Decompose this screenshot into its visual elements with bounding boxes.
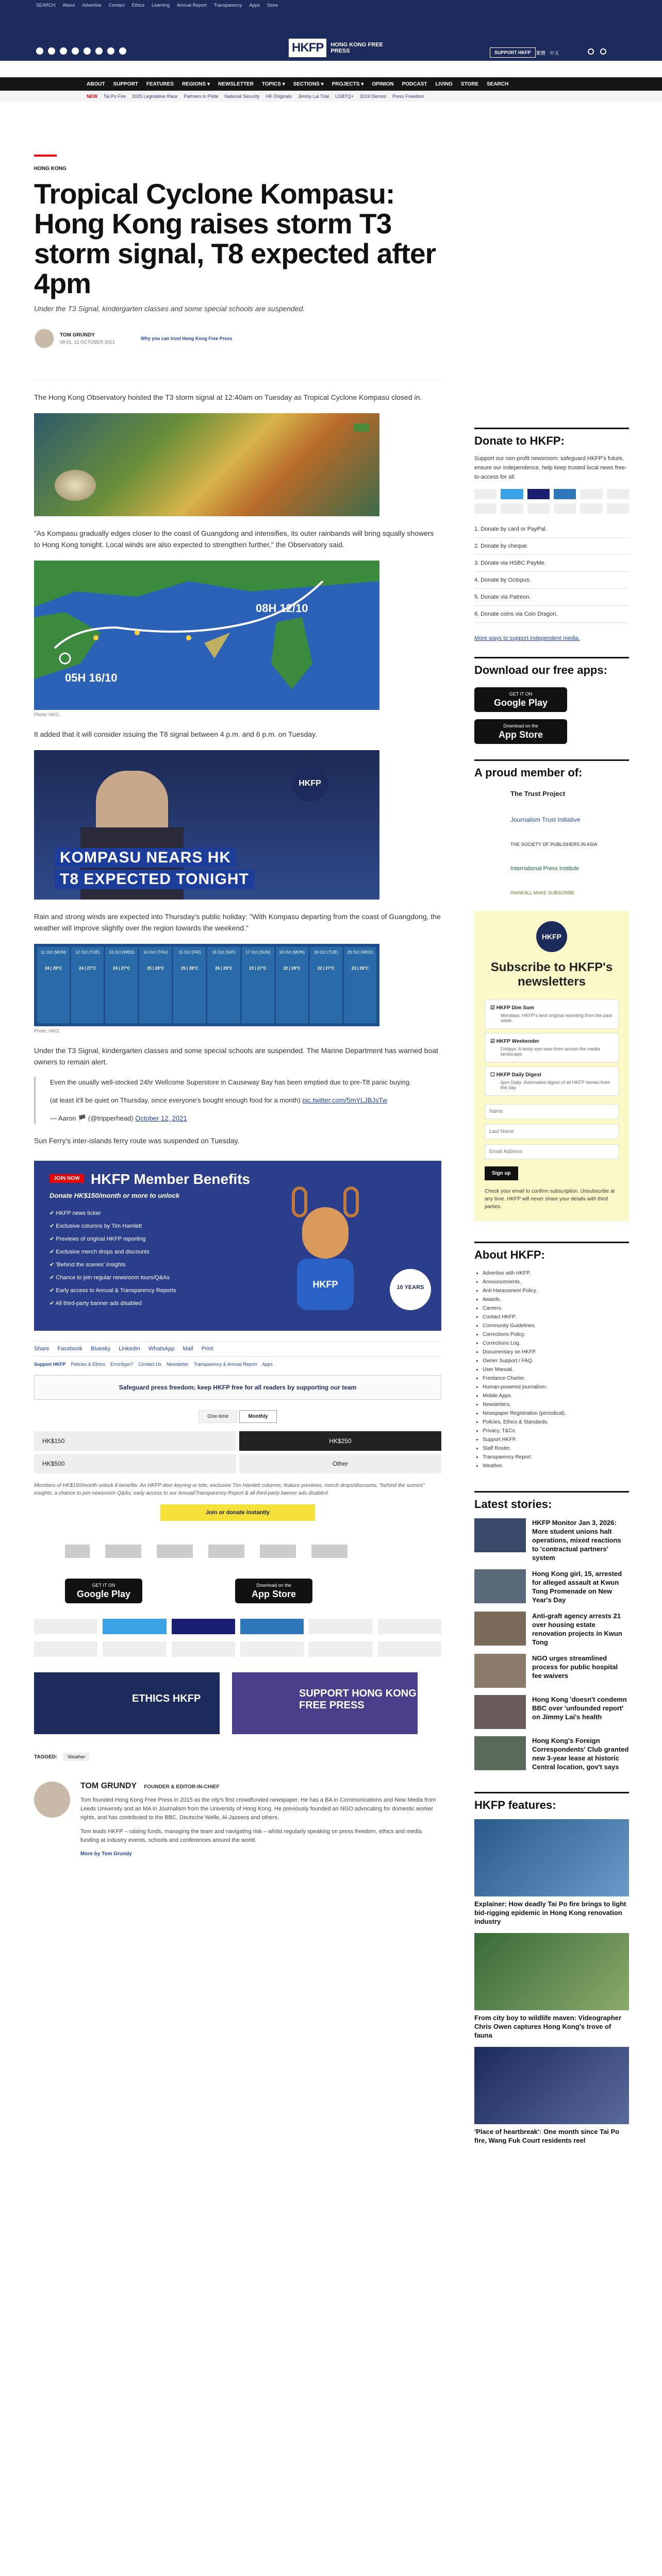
feature-item[interactable]: From city boy to wildlife maven: Videographer Chris Owen captures Hong Kong's trove of fauna — [474, 1933, 629, 2040]
forecast-day: 20 Oct (WED) 23 | 28°C — [344, 947, 376, 1023]
author-box — [34, 1782, 441, 1857]
tweet-text: (at least it'll be quiet on Thursday, since everyone's bought enough food for a month) pic.twitter.com/5mYLJBJsTw — [50, 1096, 388, 1104]
track-map-graphic — [34, 561, 379, 710]
nav-about[interactable]: ABOUT — [87, 81, 105, 87]
donate-methods — [474, 521, 629, 623]
trending-bar — [0, 91, 662, 102]
amount-option[interactable]: HK$500 — [34, 1454, 236, 1473]
about-link[interactable]: • Anti-Harassment Policy. — [483, 1286, 629, 1295]
nav-opinion[interactable]: OPINION — [372, 81, 394, 87]
story-item[interactable]: HKFP Monitor Jan 3, 2026: More student unions halt operations, mixed reactions to 'contractual partners' system — [474, 1518, 629, 1562]
paragraph: Sun Ferry's inter-islands ferry route was suspended on Tuesday. — [34, 1137, 240, 1145]
topbar-link-search[interactable]: SEARCH — [36, 3, 56, 8]
payme-icon — [240, 1641, 304, 1657]
payment-icon — [474, 503, 496, 514]
payment-icon — [474, 489, 496, 499]
about-link[interactable]: • User Manual. — [483, 1365, 629, 1374]
nine-day-forecast — [34, 944, 379, 1026]
member-logo[interactable]: The Trust Project — [510, 790, 566, 798]
search-icon[interactable] — [600, 48, 606, 55]
author-name[interactable]: TOM GRUNDY — [80, 1782, 137, 1790]
about-link[interactable]: • Careers. — [483, 1304, 629, 1313]
byline — [34, 328, 441, 349]
forecast-day: 19 Oct (TUE) 22 | 27°C — [310, 947, 342, 1023]
shortlink[interactable]: Apps — [262, 1362, 273, 1367]
shortlink[interactable]: Transparency & Annual Report — [193, 1362, 257, 1367]
latest-heading: Latest stories: — [474, 1491, 629, 1511]
ethics-banner[interactable]: ETHICS HKFP — [34, 1672, 220, 1734]
share-facebook[interactable]: Facebook — [57, 1346, 82, 1352]
trending-link[interactable]: LGBTQ+ — [335, 94, 354, 99]
partner-logos — [34, 1545, 441, 1558]
threads-icon[interactable] — [72, 47, 79, 55]
tv-headline-2: T8 EXPECTED TONIGHT — [55, 870, 254, 889]
donate-box — [34, 1375, 441, 1400]
trending-link[interactable]: Jimmy Lai Trial — [298, 94, 329, 99]
trust-link[interactable]: Why you can trust Hong Kong Free Press — [140, 336, 233, 341]
lang-chinese[interactable]: 中文 — [550, 50, 559, 56]
embedded-tweet — [34, 1077, 441, 1124]
more-by-author-link[interactable]: More by Tom Grundy — [80, 1851, 132, 1857]
nav-podcast[interactable]: PODCAST — [402, 81, 427, 87]
trending-link[interactable]: 2025 Legislative Race — [132, 94, 178, 99]
payment-icon — [607, 503, 629, 514]
support-banner[interactable]: SUPPORT HONG KONG FREE PRESS — [232, 1672, 418, 1734]
payment-icon — [580, 503, 602, 514]
about-link[interactable]: • Advertise with HKFP. — [483, 1269, 629, 1278]
about-list — [474, 1269, 629, 1470]
google-play-badge[interactable]: GET IT ON Google Play — [65, 1579, 142, 1603]
features-heading: HKFP features: — [474, 1792, 629, 1812]
payment-icon — [554, 489, 576, 499]
member-heading: A proud member of: — [474, 759, 629, 779]
author-bio: Tom leads HKFP – raising funds, managing the team and navigating risk – whilst regularly speaking on press freedom, ethics and media funding at industry events, schools and conferences around the world. — [80, 1828, 422, 1843]
forecast-day: 18 Oct (MON) 22 | 28°C — [276, 947, 308, 1023]
shortlink[interactable]: Newsletter — [167, 1362, 189, 1367]
feature-item[interactable]: 'Place of heartbreak': One month since Tai Po fire, Wang Fuk Court residents reel — [474, 2047, 629, 2145]
paragraph: Under the T3 Signal, kindergarten classes and some special schools are suspended. The Marine Department has warned boat owners to remain alert. — [34, 1046, 438, 1066]
more-ways-link[interactable]: More ways to support independent media. — [474, 635, 580, 641]
donate-benefit-note: Members of HK$150/month unlock 8 benefits: An HKFP deer keyring or tote; exclusive Tim Hamlett columns; feature previews; merch drops/discounts; "behind the scenes" insights; a chance to join newsroom Q&As; early access to our Annual/Transparency Report & all third-party banner ads disabled. — [34, 1483, 425, 1496]
about-link[interactable]: • Human-powered journalism. — [483, 1383, 629, 1392]
topbar-link-advertise[interactable]: Advertise — [82, 3, 102, 8]
share-linkedin[interactable]: LinkedIn — [119, 1346, 140, 1352]
member-logo[interactable]: International Press Institute — [510, 866, 580, 872]
nav-topics[interactable]: TOPICS ▾ — [261, 81, 285, 87]
share-print[interactable]: Print — [201, 1346, 213, 1352]
story-item[interactable]: NGO urges streamlined process for public hospital fee waivers — [474, 1654, 629, 1688]
visa-icon — [172, 1619, 235, 1634]
app-store-badge[interactable]: Download on the App Store — [235, 1579, 312, 1603]
about-link[interactable]: • Community Guidelines. — [483, 1321, 629, 1330]
topbar-link-annual-report[interactable]: Annual Report — [177, 3, 207, 8]
forecast-day: 17 Oct (SUN) 23 | 27°C — [242, 947, 274, 1023]
donate-method[interactable]: 2. Donate by cheque. — [474, 538, 629, 555]
member-benefits-banner[interactable] — [34, 1161, 441, 1331]
story-thumbnail — [474, 1654, 526, 1688]
donate-headline: Safeguard press freedom; keep HKFP free for all readers by supporting our team — [119, 1384, 357, 1391]
paragraph: It added that it will consider issuing the T8 signal between 4 p.m. and 6 p.m. on Tuesday. — [34, 730, 317, 738]
story-thumbnail — [474, 1736, 526, 1770]
news-video-still[interactable] — [34, 750, 379, 900]
fps-icon — [34, 1641, 97, 1657]
checkbox-checked-icon: ☑ — [490, 1005, 496, 1011]
payment-icon — [580, 489, 602, 499]
about-link[interactable]: • Newspaper Registration (periodical). — [483, 1409, 629, 1418]
about-link[interactable]: • Mobile Apps. — [483, 1392, 629, 1400]
trending-new-badge: NEW — [87, 94, 97, 99]
share-mail[interactable]: Mail — [183, 1346, 193, 1352]
member-logo[interactable]: Journalism Trust Initiative — [510, 816, 581, 823]
x-icon[interactable] — [48, 47, 55, 55]
tweet-attribution: — Aaron 🏴 (@tripperhead) October 12, 2021 — [50, 1114, 187, 1122]
instagram-icon[interactable] — [60, 47, 67, 55]
publish-date: 08:41, 12 OCTOBER 2021 — [60, 340, 115, 345]
partner-logo-icon[interactable] — [260, 1545, 296, 1558]
about-link[interactable]: • Staff Roster. — [483, 1444, 629, 1453]
tags-label: TAGGED: — [34, 1754, 58, 1760]
story-item[interactable]: Hong Kong 'doesn't condemn BBC over 'unfounded report' on Jimmy Lai's health — [474, 1695, 629, 1729]
amount-option[interactable]: Other — [239, 1454, 441, 1473]
payment-icon — [501, 489, 523, 499]
first-name-field[interactable] — [485, 1104, 619, 1119]
signup-button[interactable]: Sign up — [485, 1166, 518, 1180]
partner-logo-icon[interactable] — [65, 1545, 90, 1558]
payment-icon — [527, 489, 550, 499]
topbar-link-transparency[interactable]: Transparency — [213, 3, 242, 8]
shortlink[interactable]: Support HKFP — [34, 1362, 66, 1367]
trending-link[interactable]: National Security — [224, 94, 260, 99]
about-heading: About HKFP: — [474, 1242, 629, 1262]
google-pay-icon — [309, 1641, 372, 1657]
ten-years-badge: 10 YEARS — [390, 1269, 431, 1310]
share-whatsapp[interactable]: WhatsApp — [148, 1346, 175, 1352]
accent-bar — [34, 155, 57, 157]
benefits-title: HKFP Member Benefits — [91, 1171, 251, 1187]
topbar-link-store[interactable]: Store — [267, 3, 278, 8]
trending-link[interactable]: Partners in Pride — [184, 94, 219, 99]
tab-one-time[interactable]: One-time — [198, 1410, 237, 1423]
benefits-subtitle: Donate HK$150/month or more to unlock — [49, 1192, 180, 1199]
facebook-icon[interactable] — [36, 47, 43, 55]
sidebar-payment-icons — [474, 489, 629, 514]
about-link[interactable]: • Transparency Report. — [483, 1453, 629, 1462]
feature-thumbnail — [474, 2047, 629, 2124]
nav-features[interactable]: FEATURES — [146, 81, 174, 87]
nav-search[interactable]: SEARCH — [487, 81, 509, 87]
join-now-badge: JOIN NOW — [49, 1174, 84, 1183]
partner-logo-icon[interactable] — [208, 1545, 244, 1558]
payment-methods — [34, 1619, 441, 1657]
donate-frequency-tabs — [34, 1410, 441, 1423]
site-header — [0, 10, 662, 61]
forecast-day: 13 Oct (WED) 24 | 27°C — [105, 947, 138, 1023]
nav-store[interactable]: STORE — [460, 81, 479, 87]
sidebar-app-badges — [474, 687, 629, 744]
about-link[interactable]: • Freelance Charter. — [483, 1374, 629, 1383]
article-category[interactable]: HONG KONG — [34, 166, 67, 172]
tweet-date-link[interactable]: October 12, 2021 — [135, 1114, 187, 1122]
donate-intro: Support our non-profit newsroom: safeguard HKFP's future, ensure our independence, help keep trusted local news free-to-access for all. — [474, 455, 627, 480]
topbar-link-contact[interactable]: Contact — [108, 3, 125, 8]
share-bluesky[interactable]: Bluesky — [90, 1346, 111, 1352]
newsletter-widget — [474, 911, 629, 1221]
footer-shortlinks — [34, 1362, 441, 1367]
monitor-icon[interactable] — [588, 48, 594, 55]
trending-link[interactable]: Tai Po Fire — [104, 94, 126, 99]
apps-heading: Download our free apps: — [474, 657, 629, 677]
about-link[interactable]: • Privacy, T&Cs. — [483, 1427, 629, 1435]
nav-regions[interactable]: REGIONS ▾ — [182, 81, 210, 87]
payment-icon — [501, 503, 523, 514]
amount-option[interactable]: HK$150 — [34, 1431, 236, 1451]
amount-option-selected[interactable]: HK$250 — [239, 1431, 441, 1451]
newsletter-heading: Subscribe to HKFP's newsletters — [490, 960, 613, 989]
trending-link[interactable]: Press Freedom — [392, 94, 424, 99]
cyclone-track-map — [34, 561, 379, 710]
last-name-field[interactable] — [485, 1124, 619, 1139]
hkfp-logo-icon: HKFP — [292, 766, 328, 802]
rss-icon[interactable] — [119, 47, 126, 55]
author-avatar[interactable] — [34, 328, 55, 349]
newsletter-option[interactable]: ☑ HKFP Dim Sum Mondays: HKFP's best original reporting from the past week. — [485, 999, 619, 1029]
logo-text: HONG KONG FREE PRESS — [330, 42, 383, 54]
email-field[interactable] — [485, 1144, 619, 1159]
amex-icon — [240, 1619, 304, 1634]
donate-heading: Donate to HKFP: — [474, 428, 629, 448]
forecast-day: 11 Oct (MON) 24 | 28°C — [37, 947, 70, 1023]
forecast-day: 12 Oct (TUE) 24 | 27°C — [71, 947, 104, 1023]
map-label: 08H 12/10 — [256, 602, 308, 615]
story-item[interactable]: Anti-graft agency arrests 21 over housing estate renovation projects in Kwun Tong — [474, 1612, 629, 1647]
about-link[interactable]: • Support HKFP. — [483, 1435, 629, 1444]
story-thumbnail — [474, 1569, 526, 1603]
paragraph: The Hong Kong Observatory hoisted the T3 storm signal at 12:40am on Tuesday as Tropical Cyclone Kompasu closed in. — [34, 393, 422, 401]
forecast-day: 14 Oct (THU) 25 | 28°C — [139, 947, 172, 1023]
donate-method[interactable]: 4. Donate by Octopus. — [474, 572, 629, 589]
language-switch — [536, 49, 559, 56]
nav-living[interactable]: LIVING — [435, 81, 453, 87]
tweet-text: Even the usually well-stocked 24hr Wellcome Superstore in Causeway Bay has been emptied due to pre-T8 panic buying. — [50, 1078, 411, 1086]
satellite-image — [34, 413, 379, 516]
tag-weather[interactable]: Weather — [63, 1753, 89, 1761]
share-links — [34, 1341, 441, 1357]
paragraph: "As Kompasu gradually edges closer to the coast of Guangdong and intensifies, its outer rainbands will bring squally showers to Hong Kong tonight. Local winds are also expected to strengthen further," the Observatory said. — [34, 529, 434, 549]
about-link[interactable]: • Documentary on HKFP. — [483, 1348, 629, 1357]
payment-icon — [527, 503, 550, 514]
shortlink[interactable]: Policies & Ethics — [71, 1362, 106, 1367]
deer-mascot-icon: HKFP — [276, 1187, 374, 1315]
payment-icon — [607, 489, 629, 499]
author-avatar[interactable] — [34, 1782, 70, 1818]
app-store-badge[interactable]: Download on the App Store — [474, 719, 567, 744]
author-role: FOUNDER & EDITOR-IN-CHIEF — [144, 1784, 220, 1790]
forecast-day: 15 Oct (FRI) 25 | 28°C — [173, 947, 206, 1023]
lang-traditional[interactable]: 繁體 — [536, 50, 546, 56]
feature-item[interactable]: Explainer: How deadly Tai Po fire brings to light bid-rigging epidemic in Hong Kong renovation industry — [474, 1819, 629, 1926]
bottom-promo-banners — [34, 1672, 441, 1734]
trending-link[interactable]: HK Originals — [266, 94, 292, 99]
author-bio: Tom founded Hong Kong Free Press in 2015 as the city's first crowdfunded newspaper. He has a BA in Communications and New Media from Leeds University and an MA in Journalism from the University of Hong Kong. He previously founded an NGO advocating for domestic worker rights, and has contributed to the BBC, Deutsche Welle, Al-Jazeera and others. — [80, 1797, 436, 1821]
author-name[interactable]: TOM GRUNDY — [60, 332, 95, 338]
google-play-badge[interactable]: GET IT ON Google Play — [474, 687, 567, 712]
tweet-pic-link[interactable]: pic.twitter.com/5mYLJBJsTw — [302, 1096, 388, 1104]
story-item[interactable]: Hong Kong's Foreign Correspondents' Club granted new 3-year lease at historic Central location, gov't says — [474, 1736, 629, 1771]
nav-projects[interactable]: PROJECTS ▾ — [332, 81, 364, 87]
donate-method[interactable]: 1. Donate by card or PayPal. — [474, 521, 629, 538]
unionpay-icon — [378, 1619, 441, 1634]
nav-newsletter[interactable]: NEWSLETTER — [218, 81, 254, 87]
apple-pay-icon — [378, 1641, 441, 1657]
topbar-link-learning[interactable]: Learning — [152, 3, 170, 8]
latest-stories — [474, 1518, 629, 1771]
donate-amounts — [34, 1431, 441, 1473]
donate-method[interactable]: 6. Donate coins via Coin Dragon. — [474, 606, 629, 623]
youtube-icon[interactable] — [95, 47, 103, 55]
join-donate-button[interactable]: Join or donate instantly — [160, 1504, 315, 1521]
membership-logos — [474, 790, 629, 895]
paypal-icon — [172, 1641, 235, 1657]
about-link[interactable]: • Owner Support / FAQ. — [483, 1357, 629, 1365]
sidebar — [474, 428, 629, 2145]
article-title: Tropical Cyclone Kompasu: Hong Kong raises storm T3 storm signal, T8 expected after 4pm — [34, 178, 436, 299]
app-store-badges — [34, 1579, 441, 1603]
patreon-icon — [103, 1641, 166, 1657]
topbar-link-ethics[interactable]: Ethics — [131, 3, 145, 8]
main-navigation — [0, 77, 662, 91]
shortlink[interactable]: Contact Us — [138, 1362, 162, 1367]
site-logo[interactable] — [289, 36, 387, 60]
member-logo[interactable]: RAINFALL MAKE SUBSCRIBE — [510, 890, 575, 895]
trending-link[interactable]: 2019 Demos — [359, 94, 386, 99]
feature-thumbnail — [474, 1933, 629, 2010]
hkfp-logo-icon: HKFP — [536, 921, 567, 952]
partner-logo-icon[interactable] — [311, 1545, 347, 1558]
share-label: Share — [34, 1346, 49, 1352]
checkbox-unchecked-icon: ☐ — [490, 1072, 496, 1078]
linkedin-icon[interactable] — [84, 47, 91, 55]
about-link[interactable]: • Awards. — [483, 1295, 629, 1304]
email-icon[interactable] — [107, 47, 114, 55]
feature-thumbnail — [474, 1819, 629, 1896]
partner-logo-icon[interactable] — [105, 1545, 141, 1558]
article — [34, 155, 441, 1857]
about-link[interactable]: • Policies, Ethics & Standards. — [483, 1418, 629, 1427]
topbar-link-apps[interactable]: Apps — [249, 3, 260, 8]
shortlink[interactable]: Error/typo? — [110, 1362, 134, 1367]
map-label: 05H 16/10 — [65, 671, 118, 684]
social-icons — [36, 47, 126, 55]
feature-stories — [474, 1819, 629, 2145]
about-link[interactable]: • Weather. — [483, 1462, 629, 1470]
donate-method[interactable]: 3. Donate via HSBC PayMe. — [474, 555, 629, 572]
story-item[interactable]: Hong Kong girl, 15, arrested for alleged assault at Kwun Tong Promenade on New Year's Day — [474, 1569, 629, 1604]
story-thumbnail — [474, 1695, 526, 1729]
photo-caption: Photo: HKO. — [34, 1028, 60, 1033]
tab-monthly[interactable]: Monthly — [239, 1410, 276, 1423]
paragraph: Rain and strong winds are expected into Thursday's public holiday: "With Kompasu departing from the coast of Guangdong, the weather will improve slightly over the region towards the weekend." — [34, 912, 441, 932]
about-link[interactable]: • Newsletters. — [483, 1400, 629, 1409]
photo-caption: Photo: HKO. — [34, 712, 60, 717]
nav-support[interactable]: SUPPORT — [113, 81, 138, 87]
story-thumbnail — [474, 1612, 526, 1646]
jcb-icon — [309, 1619, 372, 1634]
article-subtitle: Under the T3 Signal, kindergarten classes and some special schools are suspended. — [34, 304, 305, 313]
topbar-link-about[interactable]: About — [62, 3, 75, 8]
donate-method[interactable]: 5. Donate via Patreon. — [474, 589, 629, 606]
newsletter-note: Check your email to confirm subscription. Unsubscribe at any time. HKFP will never share your details with third parties. — [485, 1189, 615, 1210]
coin-dragon-icon — [103, 1619, 166, 1634]
about-link[interactable]: • Corrections Log. — [483, 1339, 629, 1348]
top-utility-bar — [0, 0, 662, 10]
newsletter-option[interactable]: ☑ HKFP Weekender Fridays: A feisty eye-view from across the media landscape. — [485, 1033, 619, 1062]
logo-mark: HKFP — [289, 39, 326, 57]
support-hkfp-button[interactable]: SUPPORT HKFP — [490, 47, 536, 58]
newsletter-option[interactable]: ☐ HKFP Daily Digest 6pm Daily: Automated digest of all HKFP stories from the day. — [485, 1066, 619, 1096]
benefits-list: ✔ HKFP news ticker ✔ Exclusive columns by Tim Hamlett ✔ Previews of original HKFP reporting ✔ Exclusive merch drops and discounts ✔ 'Behind the scenes' insights ✔ Chance to join regular newsroom tours/Q&As ✔ Early access to Annual & Transparency Reports ✔ All third-party banner ads disabled — [49, 1210, 176, 1307]
tv-headline-1: KOMPASU NEARS HK — [55, 848, 236, 868]
about-link[interactable]: • Contact HKFP. — [483, 1313, 629, 1321]
checkbox-checked-icon: ☑ — [490, 1039, 496, 1044]
story-thumbnail — [474, 1518, 526, 1552]
payment-icon — [554, 503, 576, 514]
member-logo[interactable]: THE SOCIETY OF PUBLISHERS IN ASIA — [510, 842, 598, 847]
nav-sections[interactable]: SECTIONS ▾ — [293, 81, 324, 87]
tags — [34, 1753, 441, 1761]
forecast-day: 16 Oct (SAT) 26 | 29°C — [207, 947, 240, 1023]
mastercard-icon — [34, 1619, 97, 1634]
about-link[interactable]: • Corrections Policy. — [483, 1330, 629, 1339]
partner-logo-icon[interactable] — [157, 1545, 193, 1558]
about-link[interactable]: • Announcements. — [483, 1278, 629, 1286]
